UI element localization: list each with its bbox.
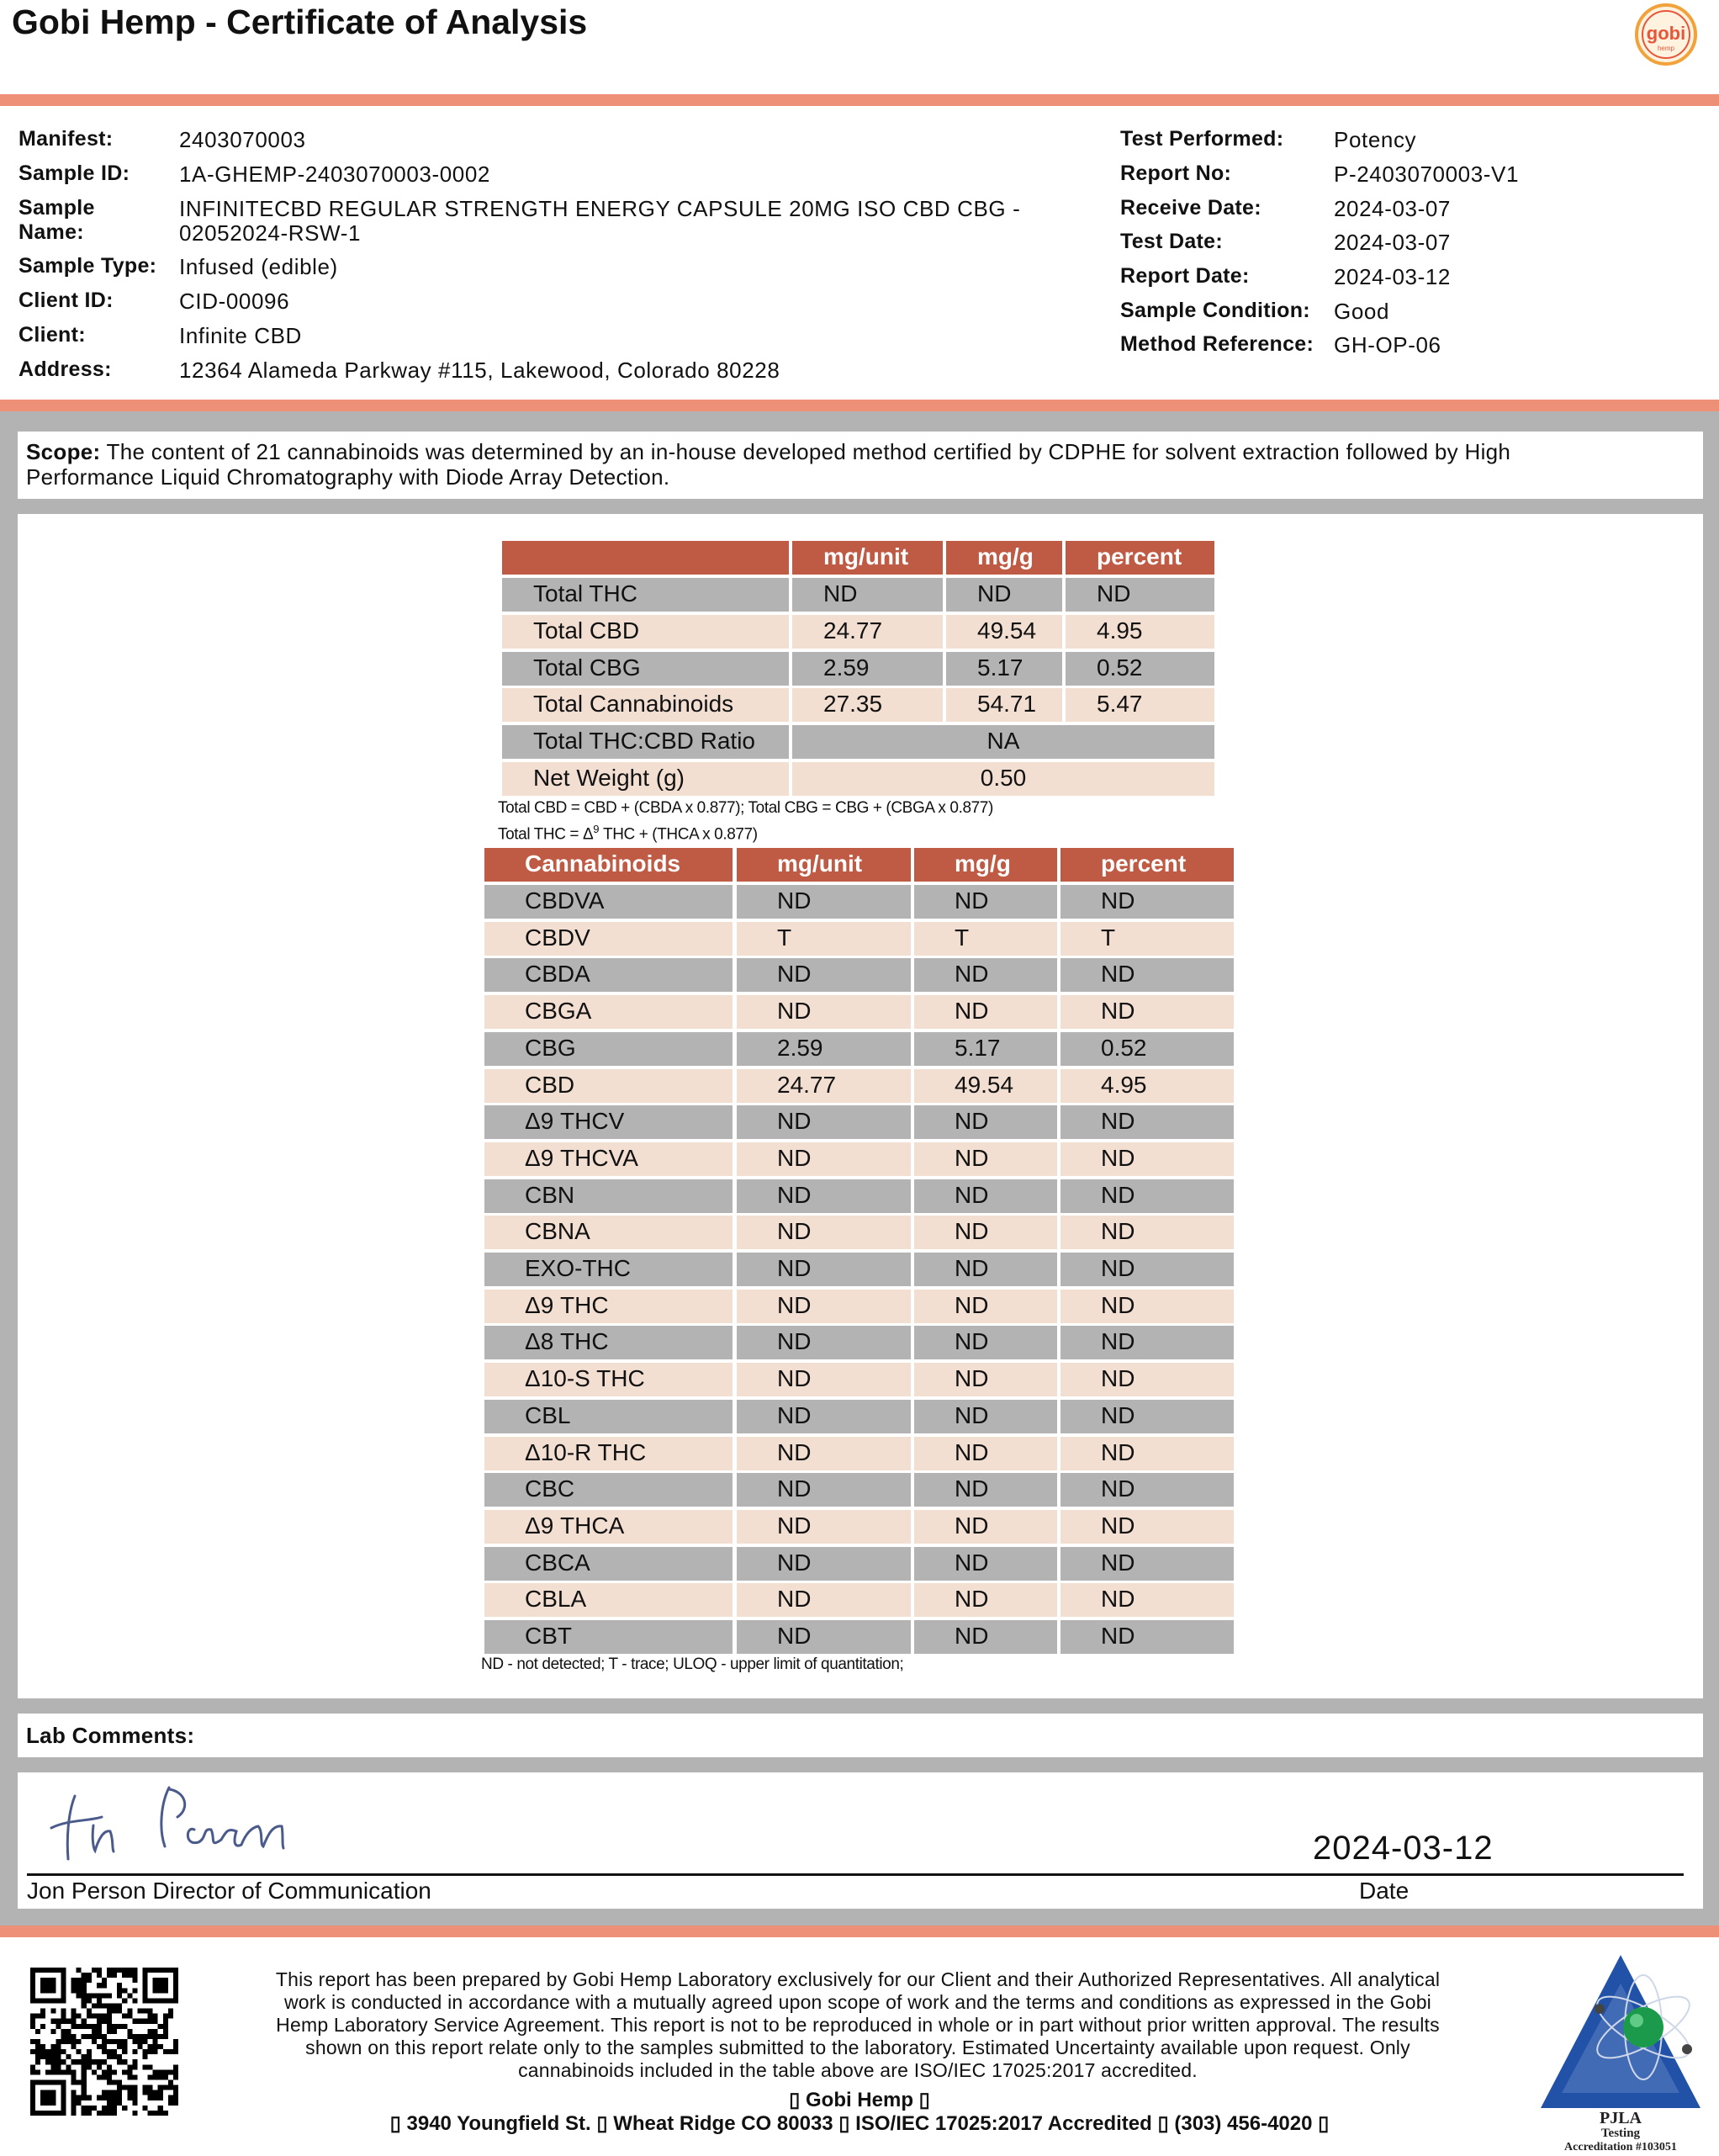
disclaimer-text: This report has been prepared by Gobi Hemp Laboratory exclusively for our Client and their Authorized Representatives. All analytical work is conducted in accordance with a mutually agreed upon scope of work and the terms and conditions as expressed in the Gobi Hemp Laboratory Service Agreement. This report is not to be reproduced in whole or in part without prior written approval. The results shown on this report relate only to the samples submitted to the laboratory. Estimated Uncertainty available upon request. Only cannabinoids included in the table above are ISO/IEC 17025:2017 accredited.: [275, 1968, 1441, 2081]
cannabinoid-value: ND: [1060, 995, 1234, 1029]
cannabinoid-value: ND: [1060, 1216, 1234, 1249]
cannabinoid-value: ND: [737, 1253, 911, 1286]
summary-cell: ND: [792, 578, 943, 612]
cannabinoid-value: 0.52: [1060, 1032, 1234, 1066]
cann-header-mg-unit: mg/unit: [737, 848, 911, 882]
cannabinoid-value: ND: [737, 1179, 911, 1213]
cannabinoid-name: CBL: [484, 1400, 733, 1433]
summary-cell: ND: [946, 578, 1062, 612]
cannabinoid-name: CBLA: [484, 1583, 733, 1617]
summary-cell: 4.95: [1066, 615, 1214, 649]
net-weight-value: 0.50: [792, 762, 1214, 796]
summary-cell: 0.52: [1066, 652, 1214, 686]
cannabinoid-value: ND: [914, 1510, 1057, 1544]
cannabinoid-value: ND: [737, 1105, 911, 1139]
cannabinoid-value: ND: [1060, 1105, 1234, 1139]
cannabinoid-name: Δ10-R THC: [484, 1437, 733, 1470]
info-divider: [0, 400, 1719, 411]
summary-row-label: Total CBG: [502, 652, 789, 686]
gobi-logo: [1633, 2, 1699, 67]
cann-header-name: Cannabinoids: [484, 848, 733, 882]
report-no-value: P-2403070003-V1: [1334, 162, 1520, 187]
cannabinoid-name: CBT: [484, 1620, 733, 1654]
sample-name-label: Sample: [19, 196, 95, 220]
cannabinoid-value: ND: [737, 995, 911, 1029]
test-date-value: 2024-03-07: [1334, 230, 1451, 255]
cannabinoid-name: Δ9 THCA: [484, 1510, 733, 1544]
cannabinoid-value: ND: [737, 1142, 911, 1176]
signature-date: 2024-03-12: [1313, 1830, 1494, 1867]
cannabinoid-value: 4.95: [1060, 1069, 1234, 1103]
cannabinoid-name: CBDA: [484, 958, 733, 992]
ratio-label: Total THC:CBD Ratio: [502, 725, 789, 759]
sample-type-value: Infused (edible): [179, 254, 338, 279]
cannabinoid-value: T: [914, 922, 1057, 956]
cannabinoid-value: ND: [1060, 1400, 1234, 1433]
summary-cell: ND: [1066, 578, 1214, 612]
cannabinoid-value: ND: [737, 1510, 911, 1544]
ratio-value: NA: [792, 725, 1214, 759]
receive-date-value: 2024-03-07: [1334, 196, 1451, 221]
cannabinoid-value: ND: [737, 1437, 911, 1470]
method-reference-label: Method Reference:: [1120, 332, 1314, 356]
cannabinoid-value: ND: [914, 1216, 1057, 1249]
sample-type-label: Sample Type:: [19, 254, 157, 278]
cannabinoid-value: 24.77: [737, 1069, 911, 1103]
cannabinoid-value: ND: [737, 1547, 911, 1581]
summary-cell: 5.47: [1066, 688, 1214, 722]
cannabinoid-value: ND: [914, 1620, 1057, 1654]
summary-header-mg-g: mg/g: [946, 541, 1062, 575]
date-label: Date: [1359, 1878, 1410, 1904]
total-formula-note: Total CBD = CBD + (CBDA x 0.877); Total CBG = CBG + (CBGA x 0.877): [498, 799, 993, 817]
cannabinoid-value: ND: [1060, 1510, 1234, 1544]
scope-label: Scope:: [26, 439, 101, 464]
cannabinoid-name: CBD: [484, 1069, 733, 1103]
sample-id-label: Sample ID:: [19, 162, 130, 185]
signature-box: [18, 1772, 1703, 1909]
sample-name-label-line2: Name:: [19, 220, 84, 244]
cannabinoid-value: ND: [914, 1179, 1057, 1213]
cannabinoid-name: Δ9 THC: [484, 1290, 733, 1323]
cannabinoid-name: EXO-THC: [484, 1253, 733, 1286]
cannabinoid-name: CBNA: [484, 1216, 733, 1249]
cannabinoid-value: ND: [914, 1363, 1057, 1396]
cannabinoid-value: ND: [914, 1437, 1057, 1470]
cannabinoid-name: CBG: [484, 1032, 733, 1066]
cannabinoid-value: ND: [737, 1400, 911, 1433]
thc-formula-note: [498, 823, 758, 844]
cannabinoid-name: CBGA: [484, 995, 733, 1029]
footer-address: ▯ 3940 Youngfield St. ▯ Wheat Ridge CO 80033 ▯ ISO/IEC 17025:2017 Accredited ▯ (303) 456-4020 ▯: [389, 2112, 1330, 2135]
legend-note: ND - not detected; T - trace; ULOQ - upper limit of quantitation;: [481, 1655, 904, 1673]
cannabinoid-value: ND: [1060, 1547, 1234, 1581]
cannabinoid-value: 5.17: [914, 1032, 1057, 1066]
cann-header-percent: percent: [1060, 848, 1234, 882]
pjla-logo: [1532, 1950, 1709, 2152]
pjla-title: PJLA: [1600, 2109, 1642, 2127]
summary-cell: 54.71: [946, 688, 1062, 722]
cannabinoid-value: ND: [737, 1326, 911, 1359]
report-no-label: Report No:: [1120, 162, 1232, 185]
cannabinoid-value: ND: [914, 1400, 1057, 1433]
cannabinoid-name: CBC: [484, 1473, 733, 1507]
lab-comments-label: Lab Comments:: [26, 1723, 195, 1748]
cannabinoid-value: ND: [737, 1473, 911, 1507]
cannabinoid-value: ND: [914, 995, 1057, 1029]
signature-image: [43, 1779, 295, 1872]
cannabinoid-value: ND: [737, 1620, 911, 1654]
cannabinoid-value: ND: [1060, 1179, 1234, 1213]
cannabinoid-value: ND: [737, 1583, 911, 1617]
header-divider: [0, 94, 1719, 106]
cannabinoid-value: T: [737, 922, 911, 956]
cannabinoid-name: Δ8 THC: [484, 1326, 733, 1359]
cannabinoid-value: T: [1060, 922, 1234, 956]
cannabinoid-value: ND: [1060, 1473, 1234, 1507]
cannabinoid-value: ND: [914, 1473, 1057, 1507]
cannabinoid-name: CBDVA: [484, 885, 733, 919]
summary-cell: 5.17: [946, 652, 1062, 686]
cannabinoid-name: Δ10-S THC: [484, 1363, 733, 1396]
cannabinoid-value: ND: [1060, 1363, 1234, 1396]
scope-text-line1: The content of 21 cannabinoids was determined by an in-house developed method certified by CDPHE for solvent extraction followed by High: [106, 439, 1511, 464]
cannabinoid-value: ND: [737, 1363, 911, 1396]
receive-date-label: Receive Date:: [1120, 196, 1261, 220]
manifest-label: Manifest:: [19, 127, 114, 151]
address-value: 12364 Alameda Parkway #115, Lakewood, Colorado 80228: [179, 358, 780, 383]
sample-name-value: INFINITECBD REGULAR STRENGTH ENERGY CAPSULE 20MG ISO CBD CBG -: [179, 196, 1021, 221]
cann-header-mg-g: mg/g: [914, 848, 1057, 882]
summary-header-percent: percent: [1066, 541, 1214, 575]
cannabinoid-value: ND: [914, 1547, 1057, 1581]
page-title: Gobi Hemp - Certificate of Analysis: [12, 3, 588, 41]
cannabinoid-value: ND: [1060, 1583, 1234, 1617]
cannabinoid-name: CBN: [484, 1179, 733, 1213]
scope-text-line2: Performance Liquid Chromatography with Diode Array Detection.: [26, 464, 670, 490]
sample-condition-label: Sample Condition:: [1120, 299, 1310, 322]
cannabinoid-value: ND: [914, 885, 1057, 919]
cannabinoid-value: 49.54: [914, 1069, 1057, 1103]
net-weight-label: Net Weight (g): [502, 762, 789, 796]
thc-formula-part2: THC + (THCA x 0.877): [599, 825, 758, 844]
cannabinoid-value: ND: [1060, 1620, 1234, 1654]
scope-box: [18, 432, 1703, 499]
cannabinoid-value: ND: [1060, 885, 1234, 919]
cannabinoid-name: Δ9 THCV: [484, 1105, 733, 1139]
cannabinoid-value: ND: [914, 1142, 1057, 1176]
cannabinoid-value: ND: [1060, 958, 1234, 992]
lab-comments-box: [18, 1714, 1703, 1757]
summary-cell: 2.59: [792, 652, 943, 686]
client-value: Infinite CBD: [179, 323, 302, 348]
cannabinoid-value: ND: [1060, 1437, 1234, 1470]
cannabinoid-value: ND: [737, 1216, 911, 1249]
client-id-value: CID-00096: [179, 289, 290, 314]
cannabinoid-value: ND: [914, 1290, 1057, 1323]
summary-row-label: Total Cannabinoids: [502, 688, 789, 722]
summary-cell: 49.54: [946, 615, 1062, 649]
test-performed-value: Potency: [1334, 127, 1417, 152]
manifest-value: 2403070003: [179, 127, 306, 152]
test-date-label: Test Date:: [1120, 230, 1224, 253]
sample-condition-value: Good: [1334, 299, 1390, 324]
cannabinoid-name: CBDV: [484, 922, 733, 956]
cannabinoid-name: CBCA: [484, 1547, 733, 1581]
summary-cell: 27.35: [792, 688, 943, 722]
signer-name: Jon Person Director of Communication: [27, 1878, 431, 1904]
cannabinoid-value: ND: [737, 1290, 911, 1323]
logo-subtext: hemp: [1657, 45, 1675, 52]
summary-row-label: Total THC: [502, 578, 789, 612]
summary-row-label: Total CBD: [502, 615, 789, 649]
client-label: Client:: [19, 323, 86, 347]
footer-divider: [0, 1926, 1719, 1937]
client-id-label: Client ID:: [19, 289, 114, 312]
pjla-accreditation: Accreditation #103051: [1564, 2141, 1677, 2152]
summary-header-mg-unit: mg/unit: [792, 541, 943, 575]
report-date-label: Report Date:: [1120, 264, 1250, 288]
address-label: Address:: [19, 358, 112, 381]
cannabinoid-value: ND: [914, 1583, 1057, 1617]
footer-company: ▯ Gobi Hemp ▯: [789, 2089, 930, 2111]
report-date-value: 2024-03-12: [1334, 264, 1451, 289]
logo-text: gobi: [1646, 23, 1686, 44]
summary-header-blank: [502, 541, 789, 575]
cannabinoid-value: ND: [737, 885, 911, 919]
signature-line: [27, 1873, 1684, 1876]
cannabinoid-value: 2.59: [737, 1032, 911, 1066]
cannabinoid-value: ND: [1060, 1253, 1234, 1286]
pjla-testing: Testing: [1600, 2127, 1641, 2140]
method-reference-value: GH-OP-06: [1334, 332, 1441, 358]
cannabinoid-value: ND: [914, 1326, 1057, 1359]
cannabinoid-value: ND: [914, 958, 1057, 992]
cannabinoid-name: Δ9 THCVA: [484, 1142, 733, 1176]
summary-cell: 24.77: [792, 615, 943, 649]
test-performed-label: Test Performed:: [1120, 127, 1284, 151]
sample-id-value: 1A-GHEMP-2403070003-0002: [179, 162, 490, 187]
thc-formula-part1: Total THC = Δ: [498, 825, 594, 844]
cannabinoid-value: ND: [1060, 1326, 1234, 1359]
cannabinoid-value: ND: [1060, 1290, 1234, 1323]
sample-name-value-line2: 02052024-RSW-1: [179, 220, 362, 246]
cannabinoid-value: ND: [1060, 1142, 1234, 1176]
cannabinoid-value: ND: [914, 1105, 1057, 1139]
cannabinoid-value: ND: [737, 958, 911, 992]
thc-formula-sup: 9: [593, 823, 600, 835]
cannabinoid-value: ND: [914, 1253, 1057, 1286]
